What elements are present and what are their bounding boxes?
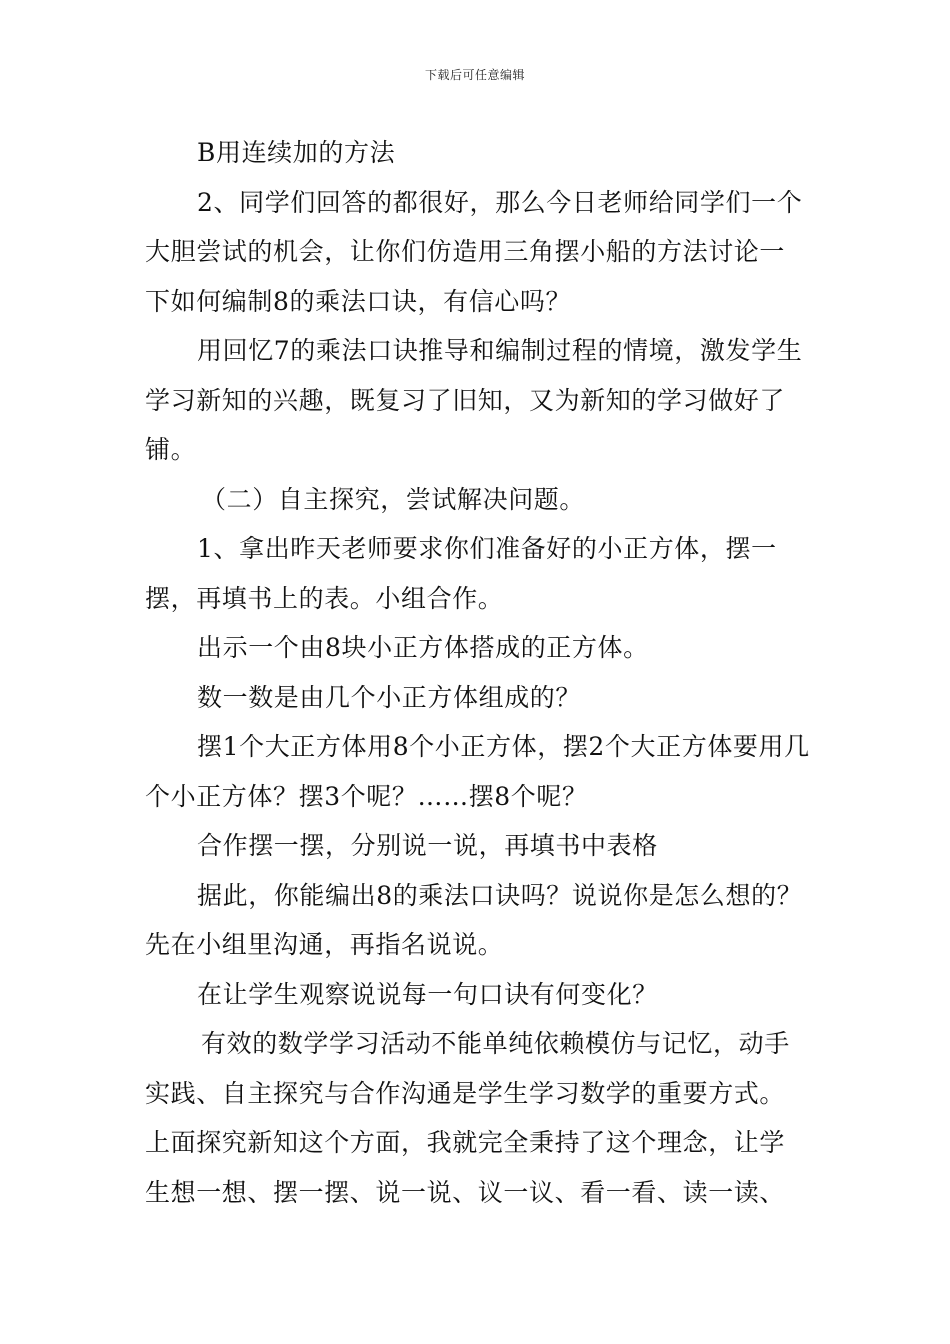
paragraph-count: 数一数是由几个小正方体组成的？ [197, 682, 582, 712]
page-header: 下载后可任意编辑 [424, 68, 525, 82]
paragraph-cooperate: 合作摆一摆，分别说一说，再填书中表格 [197, 831, 658, 860]
paragraph-show-cube: 出示一个由8块小正方体搭成的正方体。 [197, 633, 649, 662]
paragraph-task-1: 1、拿出昨天老师要求你们准备好的小正方体，摆一摆，再填书上的表。小组合作。 [145, 534, 777, 613]
paragraph-compose-rhyme: 据此，你能编出8的乘法口诀吗？说说你是怎么想的？先在小组里沟通，再指名说说。 [145, 880, 803, 959]
section-heading-explore: （二）自主探究，尝试解决问题。 [201, 484, 586, 514]
paragraph-observe: 在让学生观察说说每一句口诀有何变化？ [197, 979, 658, 1009]
document-body [145, 128, 810, 1217]
paragraph-reflection: 有效的数学学习活动不能单纯依赖模仿与记忆，动手实践、自主探究与合作沟通是学生学习数学的重要方式。上面探究新知这个方面，我就完全秉持了这个理念，让学生想一想、摆一摆、说一说、议一议、看一看、读一读、 [145, 1029, 790, 1207]
paragraph-task-2: 2、同学们回答的都很好，那么今日老师给同学们一个大胆尝试的机会，让你们仿造用三角摆小船的方法讨论一下如何编制8的乘法口诀，有信心吗？ [145, 187, 803, 316]
paragraph-recall-note: 用回忆7的乘法口诀推导和编制过程的情境，激发学生学习新知的兴趣，既复习了旧知，又为新知的学习做好了铺。 [145, 336, 803, 464]
paragraph-method-b: B用连续加的方法 [197, 138, 396, 167]
paragraph-build-cubes: 摆1个大正方体用8个小正方体，摆2个大正方体要用几个小正方体？摆3个呢？……摆8个呢？ [145, 732, 810, 811]
